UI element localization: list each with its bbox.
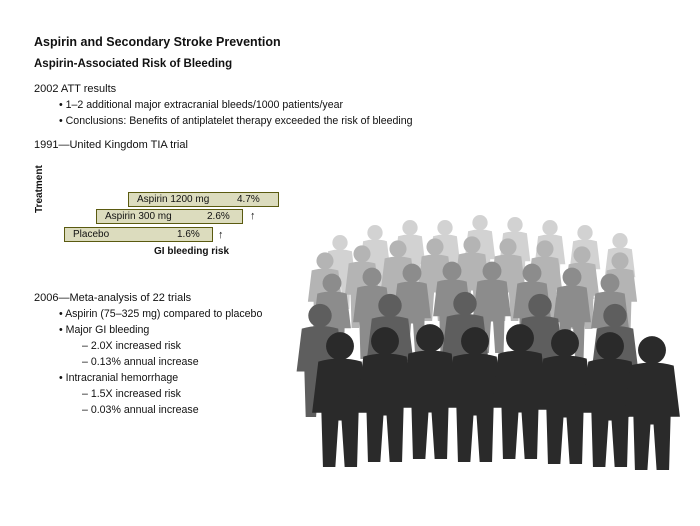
page-title: Aspirin and Secondary Stroke Prevention	[34, 35, 281, 49]
page-subtitle: Aspirin-Associated Risk of Bleeding	[34, 58, 233, 70]
bar-aspirin-1200	[128, 192, 279, 207]
bar-label: Aspirin 1200 mg	[137, 194, 210, 205]
att-bullet-1: • 1–2 additional major extracranial bleeds/1000 patients/year	[59, 99, 344, 111]
y-axis-label: Treatment	[34, 165, 45, 213]
att-bullet-2: • Conclusions: Benefits of antiplatelet therapy exceeded the risk of bleeding	[59, 115, 413, 127]
meta-item-ich: • Intracranial hemorrhage	[59, 372, 179, 384]
meta-subitem-gi-annual: – 0.13% annual increase	[82, 356, 199, 368]
bar-label: Placebo	[73, 229, 110, 240]
meta-subitem-ich-annual: – 0.03% annual increase	[82, 404, 199, 416]
meta-subitem-gi-risk: – 2.0X increased risk	[82, 340, 181, 352]
bar-value: 2.6%	[207, 211, 230, 222]
meta-item-gi-bleeding: • Major GI bleeding	[59, 324, 150, 336]
x-axis-label: GI bleeding risk	[154, 246, 230, 257]
bar-aspirin-300	[96, 209, 243, 224]
up-arrow-icon: ↑	[250, 210, 256, 222]
bar-label: Aspirin 300 mg	[105, 211, 172, 222]
meta-item-aspirin: • Aspirin (75–325 mg) compared to placebo	[59, 308, 263, 320]
uk-trial-heading: 1991—United Kingdom TIA trial	[34, 139, 188, 151]
bar-placebo	[64, 227, 213, 242]
bar-value: 4.7%	[237, 194, 260, 205]
crowd-silhouette-image	[290, 205, 690, 470]
meta-heading: 2006—Meta-analysis of 22 trials	[34, 292, 192, 304]
bar-value: 1.6%	[177, 229, 200, 240]
up-arrow-icon: ↑	[218, 229, 224, 241]
att-heading: 2002 ATT results	[34, 83, 117, 95]
meta-subitem-ich-risk: – 1.5X increased risk	[82, 388, 181, 400]
